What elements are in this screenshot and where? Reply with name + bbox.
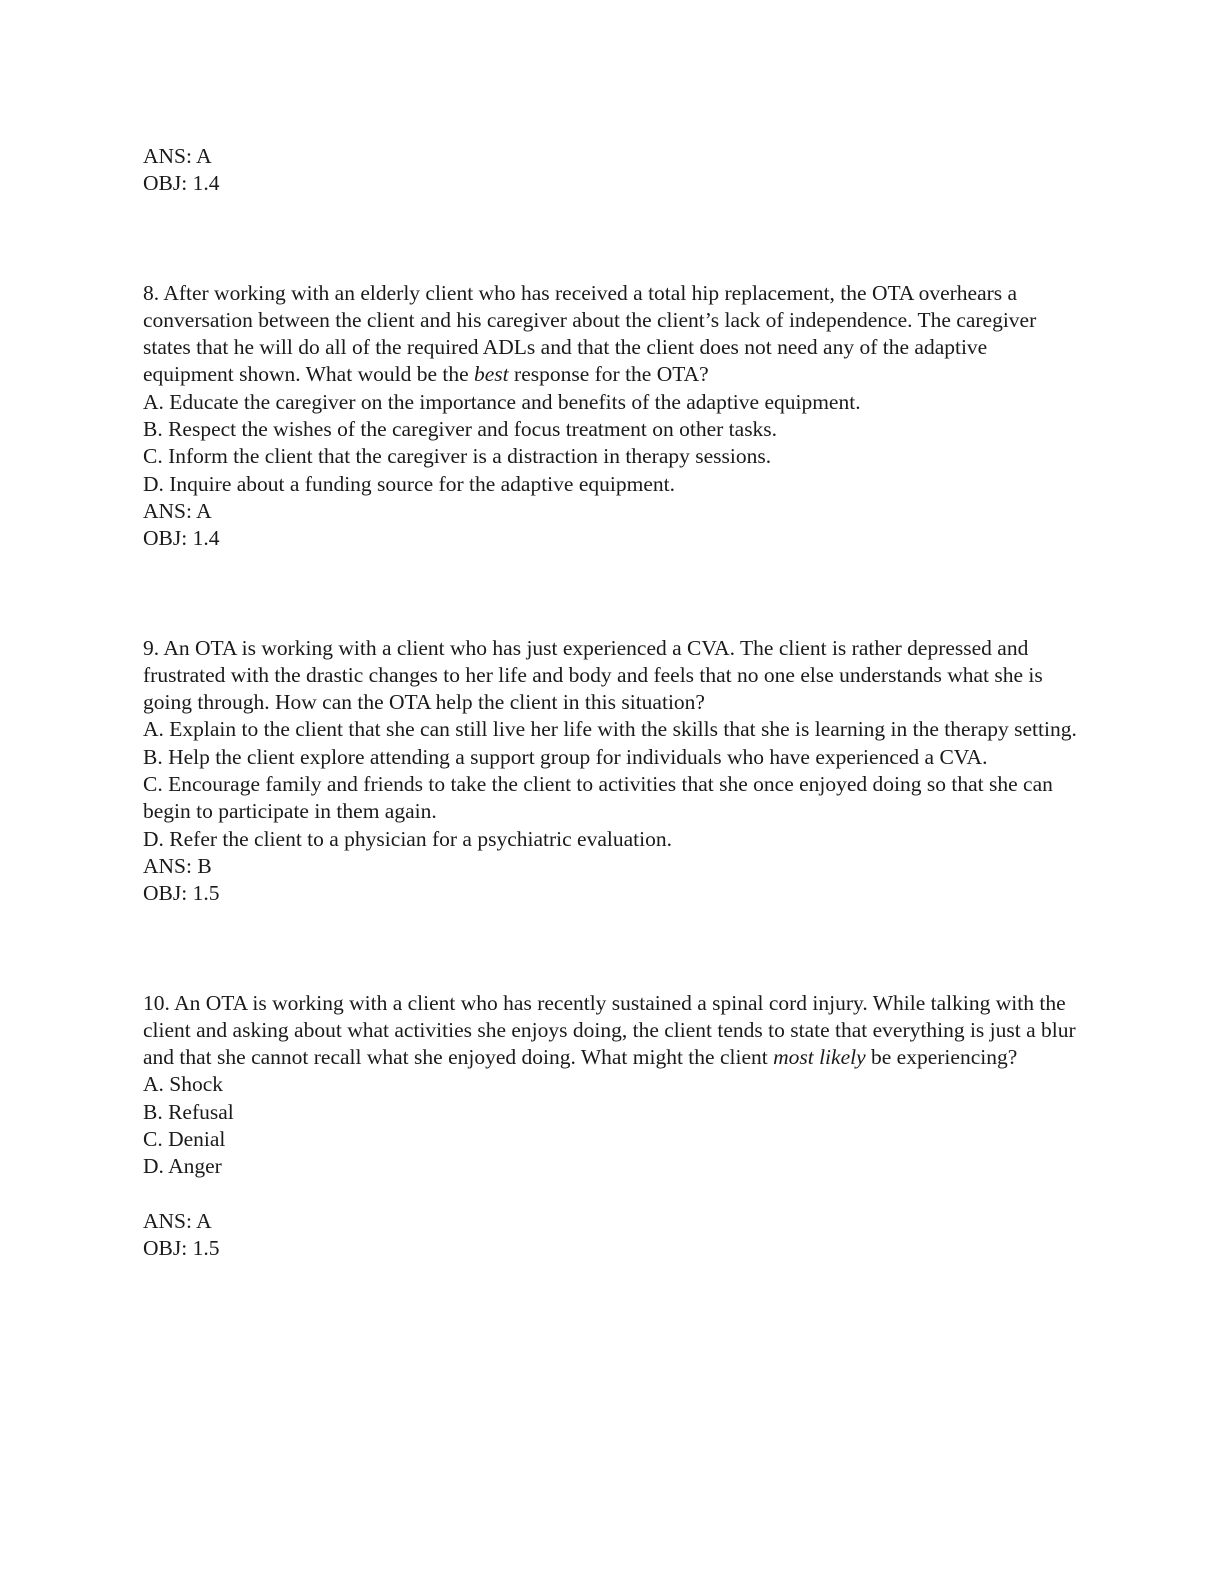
previous-answer-block (143, 143, 1083, 198)
document-page (143, 143, 1083, 1262)
option-a: A. Shock (143, 1072, 224, 1097)
option-c: C. Inform the client that the caregiver is a distraction in therapy sessions. (143, 444, 772, 469)
emphasis-text: most likely (773, 1045, 866, 1070)
option-c: C. Denial (143, 1127, 226, 1152)
option-b: B. Refusal (143, 1099, 234, 1124)
question-stem: 9. An OTA is working with a client who has just experienced a CVA. The client is rather depressed and frustrated with the drastic changes to her life and body and feels that no one else understands what she is going through. How can the OTA help the client in this situation? (143, 635, 1043, 715)
option-b: B. Help the client explore attending a support group for individuals who have experienced a CVA. (143, 744, 988, 769)
emphasis-text: best (474, 362, 509, 387)
objective-line: OBJ: 1.5 (143, 881, 220, 906)
answer-line: ANS: A (143, 1208, 212, 1233)
option-a: A. Explain to the client that she can still live her life with the skills that she is learning in the therapy setting. (143, 717, 1077, 742)
answer-line: ANS: B (143, 853, 212, 878)
question-9 (143, 635, 1083, 908)
question-10 (143, 990, 1083, 1263)
option-d: D. Inquire about a funding source for the adaptive equipment. (143, 471, 675, 496)
question-8 (143, 280, 1083, 553)
question-stem: 10. An OTA is working with a client who has recently sustained a spinal cord injury. While talking with the client and asking about what activities she enjoys doing, the client tends to state that everything is just a blur and that she cannot recall what she enjoyed doing. What might the client most likely be experiencing? (143, 990, 1076, 1070)
objective-line: OBJ: 1.5 (143, 1235, 220, 1260)
option-d: D. Refer the client to a physician for a psychiatric evaluation. (143, 826, 672, 851)
option-c: C. Encourage family and friends to take the client to activities that she once enjoyed doing so that she can begin to participate in them again. (143, 772, 1053, 824)
option-d: D. Anger (143, 1154, 222, 1179)
objective-line: OBJ: 1.4 (143, 171, 220, 196)
answer-line: ANS: A (143, 144, 212, 168)
objective-line: OBJ: 1.4 (143, 526, 220, 551)
question-stem: 8. After working with an elderly client who has received a total hip replacement, the OTA overhears a conversation between the client and his caregiver about the client’s lack of independence. The caregiver states that he will do all of the required ADLs and that the client does not need any of the adaptive equipment shown. What would be the best response for the OTA? (143, 280, 1037, 387)
option-a: A. Educate the caregiver on the importance and benefits of the adaptive equipment. (143, 389, 861, 414)
answer-line: ANS: A (143, 498, 212, 523)
option-b: B. Respect the wishes of the caregiver and focus treatment on other tasks. (143, 417, 778, 442)
